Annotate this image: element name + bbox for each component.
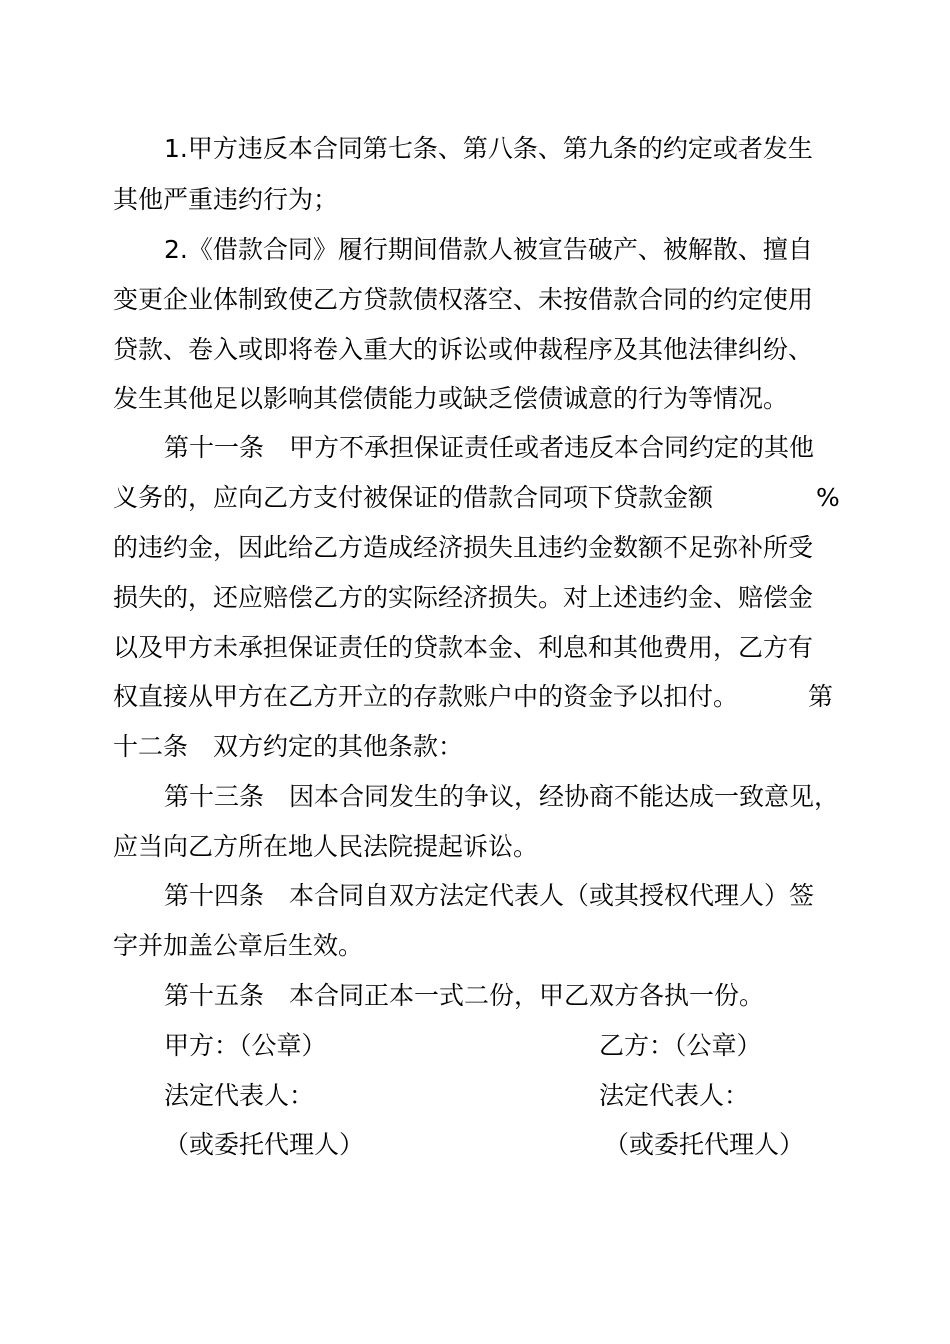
clause-11-line: 第十一条 甲方不承担保证责任或者违反本合同约定的其他 — [164, 433, 815, 462]
clause-14-line: 字并加盖公章后生效。 — [113, 931, 364, 960]
party-b-representative-label: 法定代表人： — [599, 1081, 750, 1110]
party-b-seal-label: 乙方：（公章） — [599, 1031, 762, 1060]
clause-11-line: 权直接从甲方在乙方开立的存款账户中的资金予以扣付。 — [113, 682, 739, 711]
clause-13-line: 应当向乙方所在地人民法院提起诉讼。 — [113, 832, 539, 861]
clause-15-line: 第十五条 本合同正本一式二份，甲乙双方各执一份。 — [164, 981, 765, 1010]
penalty-percent-sign: % — [816, 483, 840, 512]
clause-12-line: 十二条 双方约定的其他条款： — [113, 732, 464, 761]
clause-10-item-2-line: 2.《借款合同》履行期间借款人被宣告破产、被解散、擅自 — [164, 235, 813, 264]
clause-10-item-1-line: 1.甲方违反本合同第七条、第八条、第九条的约定或者发生 — [164, 134, 813, 163]
clause-11-line: 义务的，应向乙方支付被保证的借款合同项下贷款金额 — [113, 483, 714, 512]
party-b-agent-label: （或委托代理人） — [604, 1130, 805, 1159]
clause-11-line: 损失的，还应赔偿乙方的实际经济损失。对上述违约金、赔偿金 — [113, 583, 814, 612]
clause-11-line: 的违约金，因此给乙方造成经济损失且违约金数额不足弥补所受 — [113, 533, 814, 562]
clause-12-heading-start: 第 — [808, 682, 834, 711]
clause-10-item-2-line: 变更企业体制致使乙方贷款债权落空、未按借款合同的约定使用 — [113, 285, 814, 314]
clause-11-line: 以及甲方未承担保证责任的贷款本金、利息和其他费用，乙方有 — [113, 633, 814, 662]
clause-13-line: 第十三条 因本合同发生的争议，经协商不能达成一致意见， — [164, 782, 840, 811]
party-a-seal-label: 甲方：（公章） — [164, 1031, 327, 1060]
clause-10-item-2-line: 贷款、卷入或即将卷入重大的诉讼或仲裁程序及其他法律纠纷、 — [113, 335, 814, 364]
party-a-agent-label: （或委托代理人） — [164, 1130, 365, 1159]
clause-10-item-2-line: 发生其他足以影响其偿债能力或缺乏偿债诚意的行为等情况。 — [113, 384, 789, 413]
clause-14-line: 第十四条 本合同自双方法定代表人（或其授权代理人）签 — [164, 881, 815, 910]
clause-10-item-1-line: 其他严重违约行为； — [113, 185, 339, 214]
party-a-representative-label: 法定代表人： — [164, 1081, 315, 1110]
